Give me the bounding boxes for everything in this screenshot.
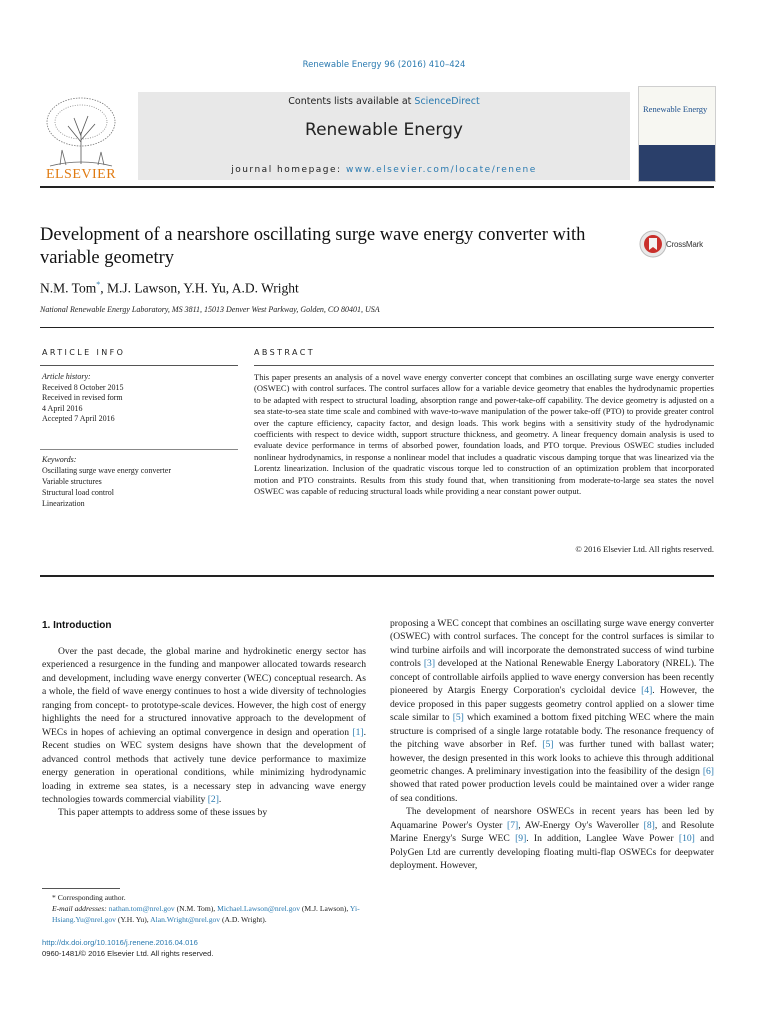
text: .	[218, 793, 222, 805]
reference-link[interactable]: [1]	[352, 726, 364, 738]
email-addresses	[42, 903, 366, 925]
email-link[interactable]: Michael.Lawson@nrel.gov	[217, 904, 300, 913]
text: (A.D. Wright).	[220, 915, 267, 924]
reference-link[interactable]: [2]	[207, 793, 219, 805]
article-info-heading: ARTICLE INFO	[42, 348, 126, 357]
abstract-text: This paper presents an analysis of a novel wave energy converter concept that combines an oscillating surge wave energy converter (OSWEC) with control surfaces. The control surfaces allow for a variable device geometry that enables the hydrodynamic properties to be adapted with respect to structural loading, absorption range and power-take-off capability. The device geometry is adjusted on a sea state-to-sea state time scale and combined with wave-to-wave manipulation of the power take-off (PTO) to provide greater control over the capture efficiency, capacity factor, and design loads. This work begins with a sensitivity study of the hydrodynamic coefficients with respect to device width, support structure thickness, and geometry. A linear frequency domain analysis is used to evaluate device performance in terms of absorbed power, foundation loads, and PTO torque. Previous OSWEC studies included nonlinear hydrodynamics, in response a nonlinear model that includes a quadratic viscous damping torque that was linearized via the Lorentz linearization. Inclusion of the quadratic viscous torque led to construction of an optimization problem that incorporated motion and PTO constraints. Results from this study found that, when transitioning from moderate-to-large sea states the novel OSWEC was capable of reducing structural loads while providing a near constant power output.	[254, 372, 714, 497]
journal-cover-thumbnail[interactable]	[638, 86, 716, 182]
reference-link[interactable]: [3]	[423, 658, 436, 670]
history-item: Received 8 October 2015	[42, 382, 124, 392]
journal-title: Renewable Energy	[305, 120, 463, 140]
text: , AW-Energy Oy's Waveroller	[518, 819, 644, 831]
text: developed at the National Renewable Energy Laboratory (NREL). The concept of controllable airfoils applied to wave energy conversion has been recently pioneered by Atargis Energy Corporation's cycloidal device	[390, 658, 714, 697]
reference-link[interactable]: [6]	[702, 765, 714, 777]
issn-line: 0960-1481/© 2016 Elsevier Ltd. All rights reserved.	[42, 949, 214, 958]
journal-banner	[138, 92, 630, 180]
keyword-item: Linearization	[42, 499, 85, 508]
title-divider	[40, 327, 714, 328]
history-item: Received in revised form	[42, 393, 123, 403]
text: Over the past decade, the global marine and hydrokinetic energy sector has experienced a resurgence in the funding and manpower allocated towards research and development, including wave energy converter (WEC) conceptual research. As a whole, the field of wave energy continues to host a wide diversity of technologies ranging from concept- to prototype-scale devices. However, the high cost of energy highlights the need for a structured innovative approach to the development of WECs in hopes of achieving an optimal convergence in design and operation	[42, 646, 366, 738]
email-link[interactable]: nathan.tom@nrel.gov	[108, 904, 175, 913]
text: was further tuned with ballast water; however, the design presented in this work looks to achieve this through additional geometric changes. A preliminary investigation into the feasibility of the design	[390, 739, 714, 777]
email-link[interactable]: Yi-Hsiang.Yu@nrel.gov	[52, 904, 360, 924]
abstract-rule	[254, 365, 714, 366]
body-column-left	[42, 645, 366, 820]
reference-link[interactable]: [9]	[515, 833, 527, 845]
info-rule	[40, 365, 238, 366]
reference-link[interactable]: [8]	[643, 819, 655, 831]
contents-prefix: Contents lists available at	[288, 96, 415, 107]
homepage-line	[138, 165, 630, 175]
text: . Recent studies on WEC system designs have shown that the development of advanced control methods that actively tune device performance to maximize energy generation in operational conditions, while minimizing hydrodynamic loading in extreme sea states, is a necessary step in advancing wave energy technologies towards commercial viability	[42, 726, 366, 805]
abstract-copyright: © 2016 Elsevier Ltd. All rights reserved.	[575, 544, 714, 554]
paragraph	[390, 805, 714, 872]
keywords	[42, 454, 238, 509]
homepage-link[interactable]: www.elsevier.com/locate/renene	[345, 165, 537, 175]
reference-link[interactable]: [7]	[507, 819, 519, 831]
reference-link[interactable]: [10]	[678, 833, 695, 845]
crossmark-icon[interactable]	[638, 229, 668, 259]
email-link[interactable]: Alan.Wright@nrel.gov	[150, 915, 221, 924]
section-heading-introduction: 1. Introduction	[42, 620, 112, 631]
keywords-rule	[40, 449, 238, 450]
article-title: Development of a nearshore oscillating surge wave energy converter with variable geometry	[40, 225, 586, 268]
history-item: 4 April 2016	[42, 403, 83, 413]
cover-band	[639, 145, 715, 181]
publisher-wordmark: ELSEVIER	[45, 167, 117, 182]
body-column-right	[390, 617, 714, 873]
paragraph	[42, 645, 366, 806]
history-item: Accepted 7 April 2016	[42, 414, 115, 424]
text: . In addition, Langlee Wave Power	[526, 833, 679, 845]
footnote-rule	[42, 888, 120, 889]
paragraph	[390, 617, 714, 805]
article-history	[42, 372, 238, 425]
text: . However, the device proposed in this paper suggests geometry control applied on a slower time scale similar to	[390, 685, 715, 724]
text: , and Resolute Marine Energy's Surge WEC	[390, 819, 715, 845]
text: showed that rated power production levels could be maintained over a wider range of sea conditions.	[390, 779, 714, 804]
reference-link[interactable]: [5]	[542, 739, 554, 751]
abstract-heading: ABSTRACT	[254, 348, 316, 357]
keyword-item: Structural load control	[42, 488, 114, 497]
text: which examined a bottom fixed pitching WEC where the main structure is comprised of a single large rotatable body. The resonance frequency of the pitching wave absorber in Ref.	[390, 712, 714, 751]
abstract-divider	[40, 575, 714, 577]
author-tom[interactable]: N.M. Tom	[40, 280, 97, 296]
corresponding-author-mark[interactable]: *	[96, 280, 101, 289]
header-divider	[40, 186, 714, 188]
doi-link[interactable]: http://dx.doi.org/10.1016/j.renene.2016.04.016	[42, 938, 198, 947]
affiliation: National Renewable Energy Laboratory, MS 3811, 15013 Denver West Parkway, Golden, CO 80401, USA	[40, 305, 380, 314]
text: proposing a WEC concept that combines an oscillating surge wave energy converter (OSWEC) with control surfaces. The concept for the control surfaces is similar to wind turbine airfoils and will incorporate the demonstrated success of wind turbine controls	[390, 618, 714, 670]
author-list	[40, 280, 299, 297]
email-label: E-mail addresses:	[52, 904, 109, 913]
corresponding-author-note: * Corresponding author.	[52, 893, 126, 902]
text: (M.J. Lawson),	[300, 904, 350, 913]
text: The development of nearshore OSWECs in recent years has been led by Aquamarine Power's Oyster	[390, 806, 714, 831]
text: and PolyGen Ltd are currently developing floating multi-flap OSWECs for deepwater deployment. However,	[390, 833, 714, 872]
cover-title: Renewable Energy	[643, 104, 708, 114]
homepage-prefix: journal homepage:	[231, 165, 346, 175]
footnote	[42, 892, 366, 925]
keywords-label: Keywords:	[42, 455, 77, 464]
reference-link[interactable]: [5]	[452, 712, 464, 724]
crossmark-label[interactable]: CrossMark	[666, 240, 703, 249]
journal-citation[interactable]: Renewable Energy 96 (2016) 410–424	[302, 60, 466, 70]
sciencedirect-link[interactable]: ScienceDirect	[414, 96, 480, 107]
text: (Y.H. Yu),	[115, 915, 151, 924]
keyword-item: Variable structures	[42, 477, 102, 486]
paragraph: This paper attempts to address some of these issues by	[58, 807, 268, 819]
contents-line	[138, 96, 630, 107]
other-authors: , M.J. Lawson, Y.H. Yu, A.D. Wright	[100, 280, 299, 296]
reference-link[interactable]: [4]	[641, 685, 653, 697]
history-label: Article history:	[42, 372, 91, 381]
keyword-item: Oscillating surge wave energy converter	[42, 466, 171, 475]
text: (N.M. Tom),	[174, 904, 218, 913]
